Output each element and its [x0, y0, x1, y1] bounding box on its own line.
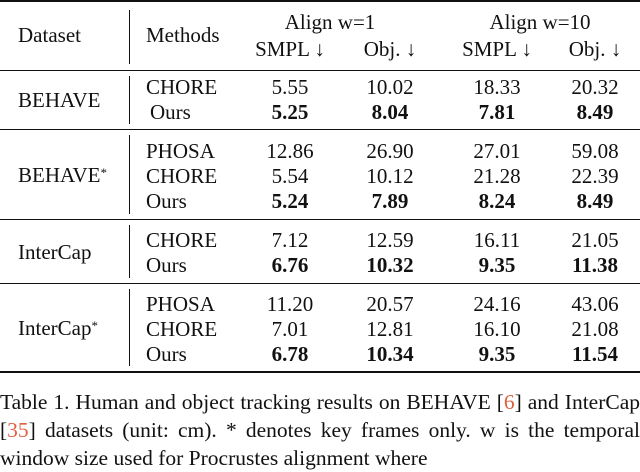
header-group-align-w1: Align w=1 [284, 10, 376, 34]
table-cell-best: 9.35 [478, 253, 516, 277]
table-cell: 18.33 [473, 75, 521, 99]
table-cell: 26.90 [366, 139, 414, 163]
table-cell: 7.12 [271, 228, 309, 252]
method-label: Ours [146, 253, 187, 277]
method-label: PHOSA [146, 292, 215, 316]
dataset-label: InterCap* [18, 316, 98, 340]
top-rule [0, 0, 640, 2]
method-label: CHORE [146, 317, 218, 341]
table-cell: 43.06 [571, 292, 619, 316]
dataset-label: BEHAVE* [18, 163, 107, 187]
bottom-rule [0, 371, 640, 373]
table-cell: 24.16 [473, 292, 521, 316]
table-cell-best: 8.24 [478, 189, 516, 213]
table-cell: 16.11 [473, 228, 521, 252]
table-cell-best: 8.49 [576, 189, 614, 213]
dataset-label: BEHAVE [18, 88, 101, 112]
header-rule [0, 70, 640, 71]
table-cell-best: 7.89 [371, 189, 409, 213]
block-rule [0, 129, 640, 130]
table-cell: 21.05 [571, 228, 619, 252]
table-cell-best: 6.78 [271, 342, 309, 366]
table-cell: 5.54 [271, 164, 309, 188]
table-cell-best: 7.81 [478, 100, 516, 124]
table-cell: 10.12 [366, 164, 414, 188]
block-rule [0, 283, 640, 284]
table-cell-best: 5.24 [271, 189, 309, 213]
column-separator [129, 76, 130, 124]
table-cell: 11.20 [266, 292, 314, 316]
method-label: CHORE [146, 75, 218, 99]
table-cell-best: 10.34 [366, 342, 414, 366]
table-cell: 20.32 [571, 75, 619, 99]
method-label: CHORE [146, 164, 218, 188]
header-methods: Methods [146, 23, 220, 47]
column-separator [129, 10, 130, 64]
table-cell: 21.28 [473, 164, 521, 188]
table-cell: 12.81 [366, 317, 414, 341]
header-dataset: Dataset [18, 23, 81, 47]
column-separator [129, 289, 130, 366]
header-sub-smpl: SMPL ↓ [462, 37, 532, 61]
table-caption: Table 1. Human and object tracking results on BEHAVE [6] and InterCap [35] datasets (unit: cm). * denotes key frames only. w is the temporal window size used for Procrustes alignment where [0, 390, 640, 470]
table-cell: 59.08 [571, 139, 619, 163]
table-cell: 5.55 [271, 75, 309, 99]
header-sub-obj: Obj. ↓ [363, 37, 417, 61]
header-sub-obj: Obj. ↓ [568, 37, 622, 61]
method-label: Ours [146, 189, 187, 213]
table-cell: 10.02 [366, 75, 414, 99]
header-group-align-w10: Align w=10 [489, 10, 591, 34]
citation-link[interactable]: 6 [503, 390, 515, 414]
dataset-label: InterCap [18, 240, 92, 264]
column-separator [129, 225, 130, 278]
method-label: PHOSA [146, 139, 215, 163]
method-label: Ours [146, 342, 187, 366]
citation-link[interactable]: 35 [7, 418, 29, 442]
method-label: Ours [150, 100, 191, 124]
header-sub-smpl: SMPL ↓ [255, 37, 325, 61]
table-cell: 27.01 [473, 139, 521, 163]
table-cell: 7.01 [271, 317, 309, 341]
table-cell-best: 9.35 [478, 342, 516, 366]
table-cell: 16.10 [473, 317, 521, 341]
column-separator [129, 135, 130, 214]
method-label: CHORE [146, 228, 218, 252]
table-cell: 22.39 [571, 164, 619, 188]
table-cell: 21.08 [571, 317, 619, 341]
table-cell-best: 8.49 [576, 100, 614, 124]
table-cell-best: 5.25 [271, 100, 309, 124]
table-cell-best: 6.76 [271, 253, 309, 277]
table-cell: 12.86 [266, 139, 314, 163]
table-cell-best: 11.54 [571, 342, 619, 366]
table-cell-best: 11.38 [571, 253, 619, 277]
table-cell: 20.57 [366, 292, 414, 316]
block-rule [0, 219, 640, 220]
table-cell-best: 10.32 [366, 253, 414, 277]
table-cell-best: 8.04 [371, 100, 409, 124]
table-cell: 12.59 [366, 228, 414, 252]
